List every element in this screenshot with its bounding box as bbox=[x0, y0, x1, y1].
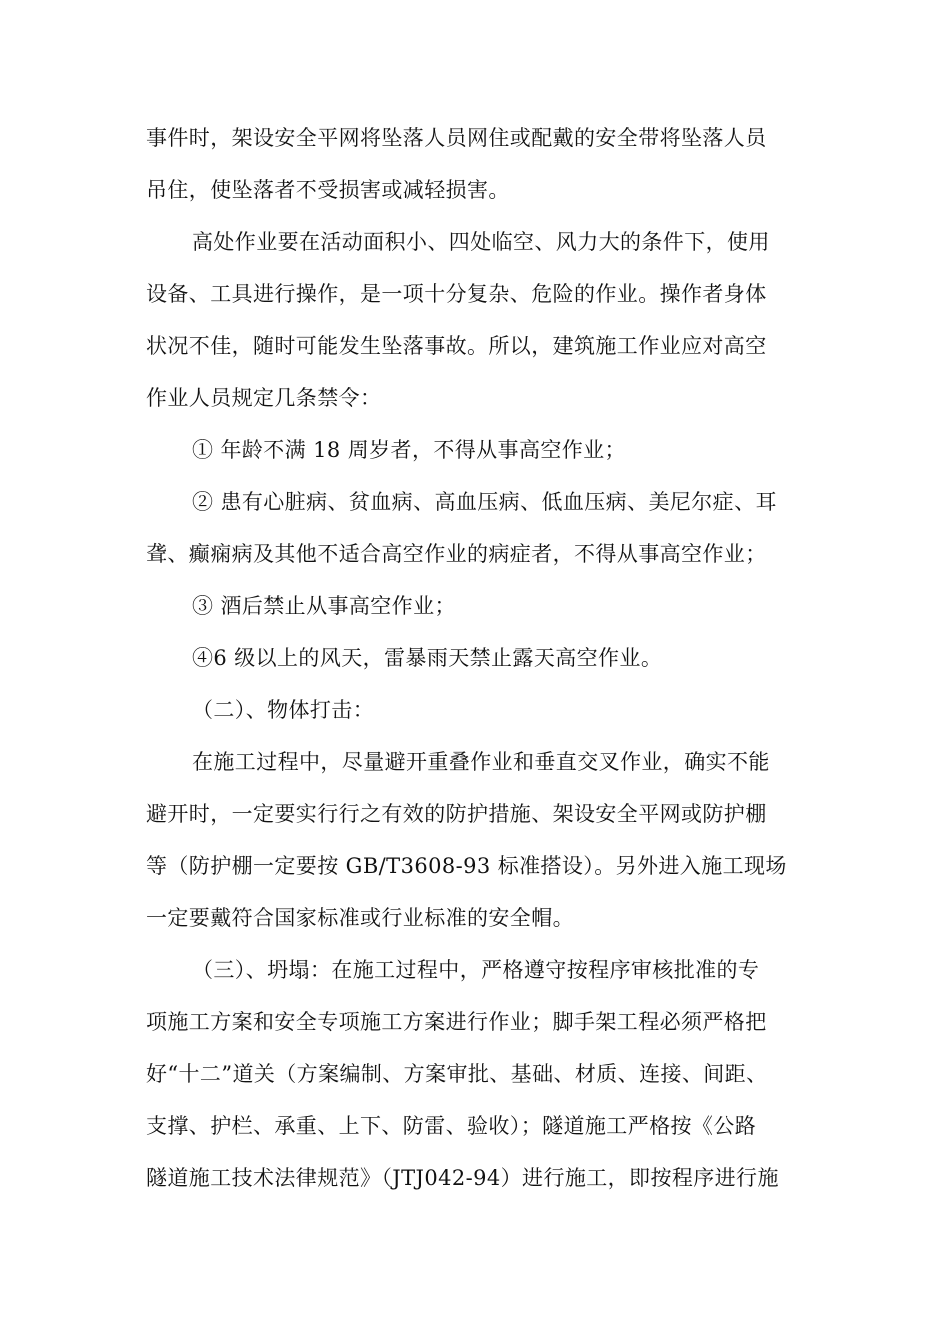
section-heading: （二）、物体打击： bbox=[192, 698, 375, 722]
text-line: 等（防护棚一定要按 GB/T3608-93 标准搭设）。另外进入施工现场 bbox=[146, 854, 787, 878]
list-item-2: ② 患有心脏病、贫血病、高血压病、低血压病、美尼尔症、耳 bbox=[192, 490, 777, 514]
list-item-4: ④6 级以上的风天，雷暴雨天禁止露天高空作业。 bbox=[192, 646, 663, 670]
text-line: 项施工方案和安全专项施工方案进行作业；脚手架工程必须严格把 bbox=[146, 1010, 767, 1034]
text-line: 聋、癫痫病及其他不适合高空作业的病症者，不得从事高空作业； bbox=[146, 542, 767, 566]
text-line: 支撑、护栏、承重、上下、防雷、验收）；隧道施工严格按《公路 bbox=[146, 1114, 757, 1138]
text-line: 一定要戴符合国家标准或行业标准的安全帽。 bbox=[146, 906, 574, 930]
text-line: 设备、工具进行操作，是一项十分复杂、危险的作业。操作者身体 bbox=[146, 282, 767, 306]
list-item-1: ① 年龄不满 18 周岁者，不得从事高空作业； bbox=[192, 438, 626, 462]
list-item-3: ③ 酒后禁止从事高空作业； bbox=[192, 594, 456, 618]
text-line: 状况不佳，随时可能发生坠落事故。所以，建筑施工作业应对高空 bbox=[146, 334, 767, 358]
text-line: 事件时，架设安全平网将坠落人员网住或配戴的安全带将坠落人员 bbox=[146, 126, 767, 150]
section-heading-paragraph: （三）、坍塌：在施工过程中，严格遵守按程序审核批准的专 bbox=[192, 958, 760, 982]
text-line: 作业人员规定几条禁令： bbox=[146, 386, 382, 410]
text-line: 吊住，使坠落者不受损害或减轻损害。 bbox=[146, 178, 510, 202]
text-line: 隧道施工技术法律规范》（JTJ042-94）进行施工，即按程序进行施 bbox=[146, 1166, 779, 1190]
paragraph-start-line: 在施工过程中，尽量避开重叠作业和垂直交叉作业，确实不能 bbox=[192, 750, 770, 774]
paragraph-start-line: 高处作业要在活动面积小、四处临空、风力大的条件下，使用 bbox=[192, 230, 770, 254]
text-line: 避开时，一定要实行行之有效的防护措施、架设安全平网或防护棚 bbox=[146, 802, 767, 826]
text-line: 好“十二”道关（方案编制、方案审批、基础、材质、连接、间距、 bbox=[146, 1062, 768, 1086]
